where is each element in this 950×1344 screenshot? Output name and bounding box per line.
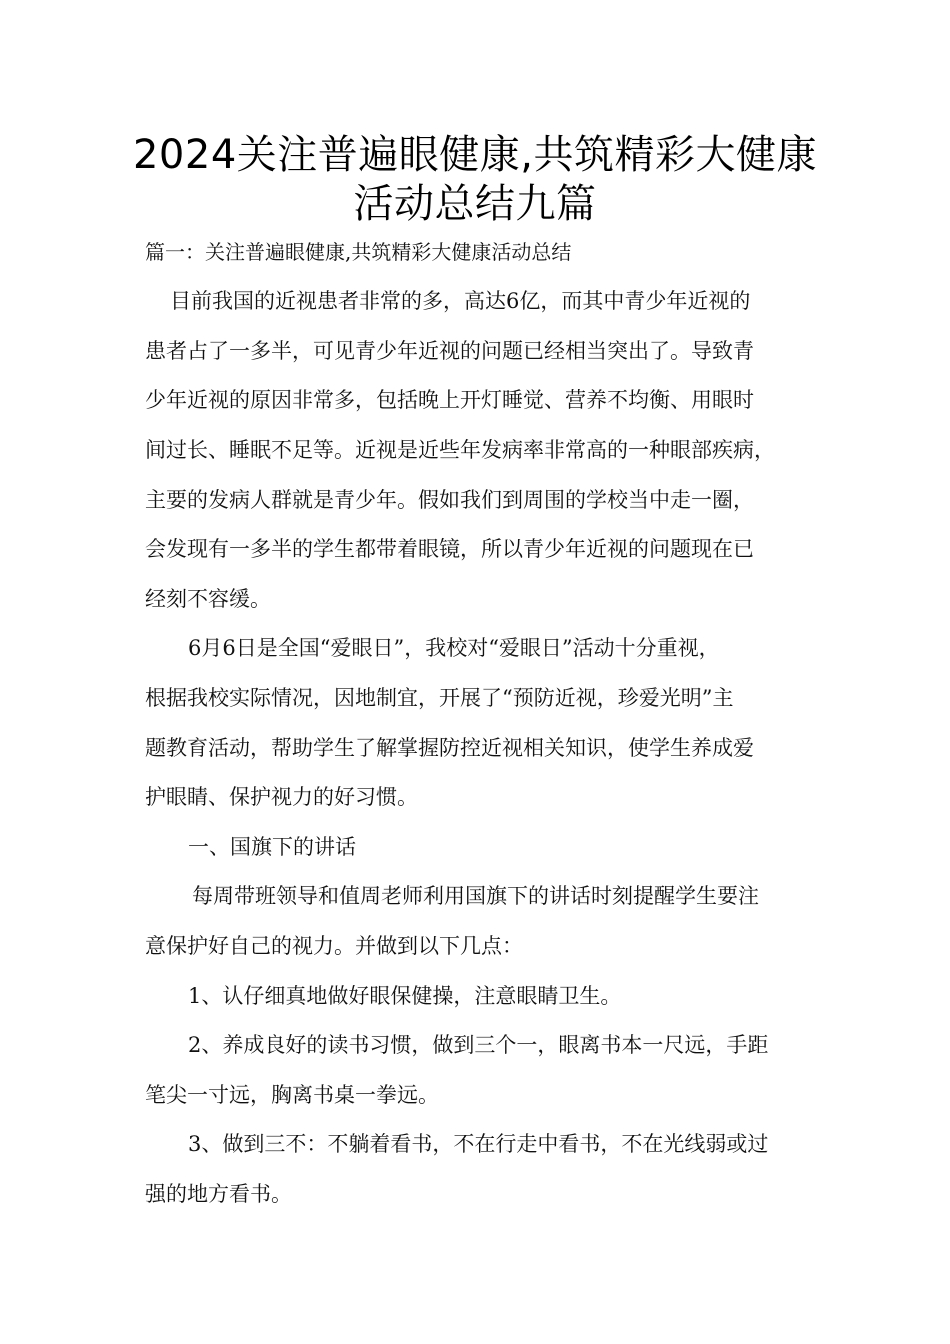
document-title-line-2: 活动总结九篇 — [353, 181, 597, 227]
paragraph-line: 会发现有一多半的学生都带着眼镜，所以青少年近视的问题现在已 — [145, 537, 754, 561]
paragraph-line: 目前我国的近视患者非常的多，高达6亿，而其中青少年近视的 — [170, 289, 751, 313]
paragraph-line: 意保护好自己的视力。并做到以下几点： — [145, 934, 523, 958]
paragraph-line: 强的地方看书。 — [145, 1182, 292, 1206]
paragraph-line: 经刻不容缓。 — [145, 587, 271, 611]
paragraph-line: 主要的发病人群就是青少年。假如我们到周围的学校当中走一圈， — [145, 488, 754, 512]
document-title-line-1: 2024关注普遍眼健康,共筑精彩大健康 — [132, 132, 817, 178]
paragraph-line: 护眼睛、保护视力的好习惯。 — [145, 785, 418, 809]
paragraph-line: 6月6日是全国“爱眼日”，我校对“爱眼日”活动十分重视， — [188, 636, 720, 660]
paragraph-line: 每周带班领导和值周老师利用国旗下的讲话时刻提醒学生要注 — [192, 884, 759, 908]
list-item: 1、认仔细真地做好眼保健操，注意眼睛卫生。 — [188, 984, 622, 1008]
paragraph-line: 根据我校实际情况，因地制宜，开展了“预防近视，珍爱光明”主 — [145, 686, 734, 710]
list-item: 3、做到三不：不躺着看书，不在行走中看书，不在光线弱或过 — [188, 1132, 769, 1156]
paragraph-line: 题教育活动，帮助学生了解掌握防控近视相关知识，使学生养成爱 — [145, 736, 754, 760]
paragraph-line: 少年近视的原因非常多，包括晚上开灯睡觉、营养不均衡、用眼时 — [145, 388, 754, 412]
section-heading: 一、国旗下的讲话 — [188, 835, 356, 859]
paragraph-line: 患者占了一多半，可见青少年近视的问题已经相当突出了。导致青 — [145, 339, 754, 363]
paragraph-line: 间过长、睡眠不足等。近视是近些年发病率非常高的一种眼部疾病， — [145, 438, 775, 462]
list-item: 2、养成良好的读书习惯，做到三个一，眼离书本一尺远，手距 — [188, 1033, 769, 1057]
paragraph-line: 笔尖一寸远，胸离书桌一拳远。 — [145, 1083, 439, 1107]
section-heading: 篇一：关注普遍眼健康,共筑精彩大健康活动总结 — [145, 240, 572, 264]
